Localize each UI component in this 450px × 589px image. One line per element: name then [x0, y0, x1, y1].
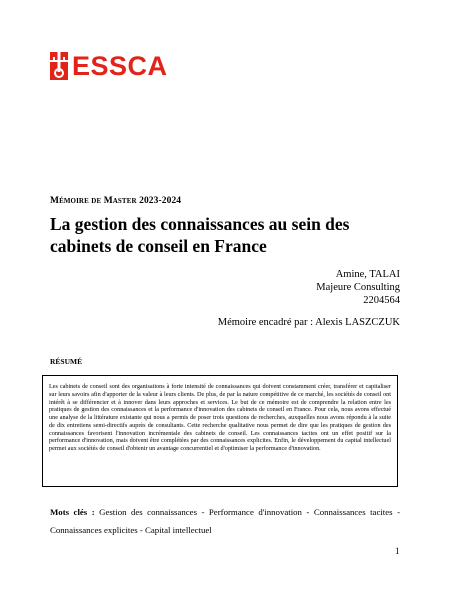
- keywords-label: Mots clés :: [50, 507, 95, 517]
- author-name: Amine, TALAI: [335, 269, 400, 280]
- essca-logo: [50, 52, 168, 80]
- page-number: 1: [395, 546, 400, 556]
- abstract-box: [42, 375, 398, 487]
- logo-text: ESSCA: [72, 51, 168, 81]
- supervisor-line: Mémoire encadré par : Alexis LASZCZUK: [217, 317, 400, 328]
- author-block: [316, 268, 400, 307]
- author-student-id: 2204564: [363, 295, 400, 306]
- abstract-text: Les cabinets de conseil sont des organisations à forte intensité de connaissances qui doivent constamment créer, transférer et capitaliser sur leurs savoirs afin d'apporter de la valeur à leurs clients. De plus, de par la nature compétitive de ce marché, les sociétés de conseil ont intérêt à se différencier et à innover dans leurs approches et services. Le but de ce mémoire est de comprendre la relation entre les pratiques de gestion des connaissances et la performance d'innovation des cabinets de conseil en France. Pour cela, nous avons effectué une analyse de la littérature existante qui nous a permis de poser trois questions de recherches, auxquelles nous avons répondu à la suite de dix entretiens semi-directifs auprès de consultants. Cette recherche qualitative nous permet de dire que les pratiques de gestion des connaissances favorisent l'innovation incrémentale des cabinets de conseil. Les connaissances tacites ont un effet positif sur la performance d'innovation, mais doivent être complétées par des connaissances explicites. Enfin, le développement du capital intellectuel permet aux sociétés de conseil d'obtenir un avantage concurrentiel et d'optimiser la performance d'innovation.: [49, 383, 391, 452]
- keywords-text: Gestion des connaissances - Performance d'innovation - Connaissances tacites - Connaissances explicites - Capital intellectuel: [50, 507, 400, 535]
- abstract-heading: RÉSUMÉ: [50, 357, 83, 366]
- author-track: Majeure Consulting: [316, 282, 400, 293]
- document-title: La gestion des connaissances au sein des cabinets de conseil en France: [50, 214, 350, 256]
- document-kicker: Mémoire de Master 2023-2024: [50, 196, 182, 206]
- essca-emblem-icon: [50, 52, 68, 80]
- keywords-line: [50, 503, 400, 539]
